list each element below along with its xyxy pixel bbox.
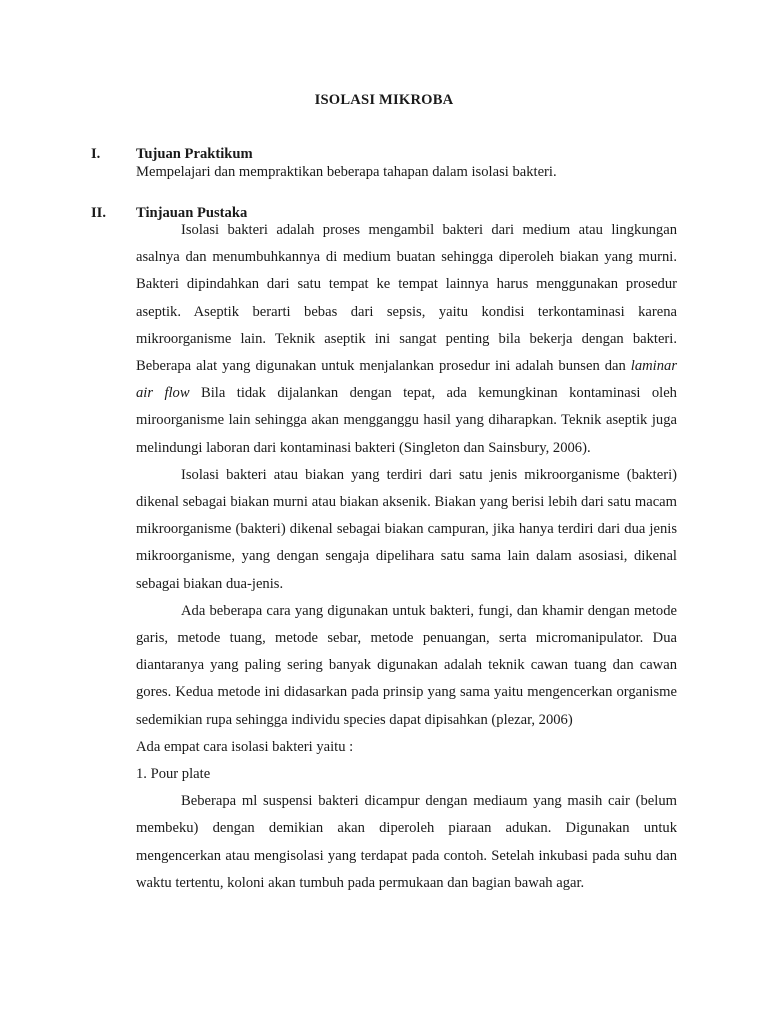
paragraph-metode: Ada beberapa cara yang digunakan untuk bakteri, fungi, dan khamir dengan metode garis, metode tuang, metode sebar, metode penuangan, serta micromanipulator. Dua diantaranya yang paling sering banyak digunakan adalah teknik cawan tuang dan cawan gores. Kedua metode ini didasarkan pada prinsip yang sama yaitu mengencerkan organisme sedemikian rupa sehingga individu species dapat dipisahkan (plezar, 2006) — [136, 602, 677, 728]
paragraph-biakan-murni: Isolasi bakteri atau biakan yang terdiri dari satu jenis mikroorganisme (bakteri) dikenal sebagai biakan murni atau biakan aksenik. Biakan yang berisi lebih dari satu macam mikroorganisme (bakteri) dikenal sebagai biakan campuran, jika hanya terdiri dari dua jenis mikroorganisme, yang dengan sengaja dipelihara satu sama lain dalam asosiasi, dikenal sebagai biakan dua-jenis. — [136, 466, 677, 592]
section-1-heading: Tujuan Praktikum — [136, 146, 253, 162]
italic-term-laminar-air-flow: laminar air flow — [136, 358, 677, 402]
paragraph-pour-plate: Beberapa ml suspensi bakteri dicampur dengan mediaum yang masih cair (belum membeku) dengan demikian akan diperoleh piaraan adukan. Digunakan untuk mengencerkan atau mengisolasi yang terdapat pada contoh. Setelah inkubasi pada suhu dan waktu tertentu, koloni akan tumbuh pada permukaan dan bagian bawah agar. — [136, 793, 677, 891]
section-2-number: II. — [91, 205, 107, 221]
section-1-number: I. — [91, 146, 101, 162]
paragraph-1-text-end: Bila tidak dijalankan dengan tepat, ada kemungkinan kontaminasi oleh miroorganisme lain sehingga akan mengganggu hasil yang diharapkan. Teknik aseptik juga melindungi laboran dari kontaminasi bakteri (Singleton dan Sainsbury, 2006). — [136, 385, 677, 456]
paragraph-1-text-start: Isolasi bakteri adalah proses mengambil bakteri dari medium atau lingkungan asalnya dan menumbuhkannya di medium buatan sehingga diperoleh biakan yang murni. Bakteri dipindahkan dari satu tempat ke tempat lainnya harus menggunakan prosedur aseptik. Aseptik berarti bebas dari sepsis, yaitu kondisi terkontaminasi karena mikroorganisme lain. Teknik aseptik ini sangat penting bila bekerja dengan bakteri. Beberapa alat yang digunakan untuk menjalankan prosedur ini adalah bunsen dan — [136, 222, 677, 375]
paragraph-empat-cara: Ada empat cara isolasi bakteri yaitu : — [136, 738, 354, 755]
document-title: ISOLASI MIKROBA — [314, 92, 454, 108]
section-2-body — [136, 217, 677, 897]
section-1-text: Mempelajari dan mempraktikan beberapa tahapan dalam isolasi bakteri. — [136, 164, 557, 180]
list-item-pour-plate: 1. Pour plate — [136, 766, 211, 783]
paragraph-isolasi-definition — [136, 217, 677, 462]
section-2-heading: Tinjauan Pustaka — [136, 205, 248, 221]
